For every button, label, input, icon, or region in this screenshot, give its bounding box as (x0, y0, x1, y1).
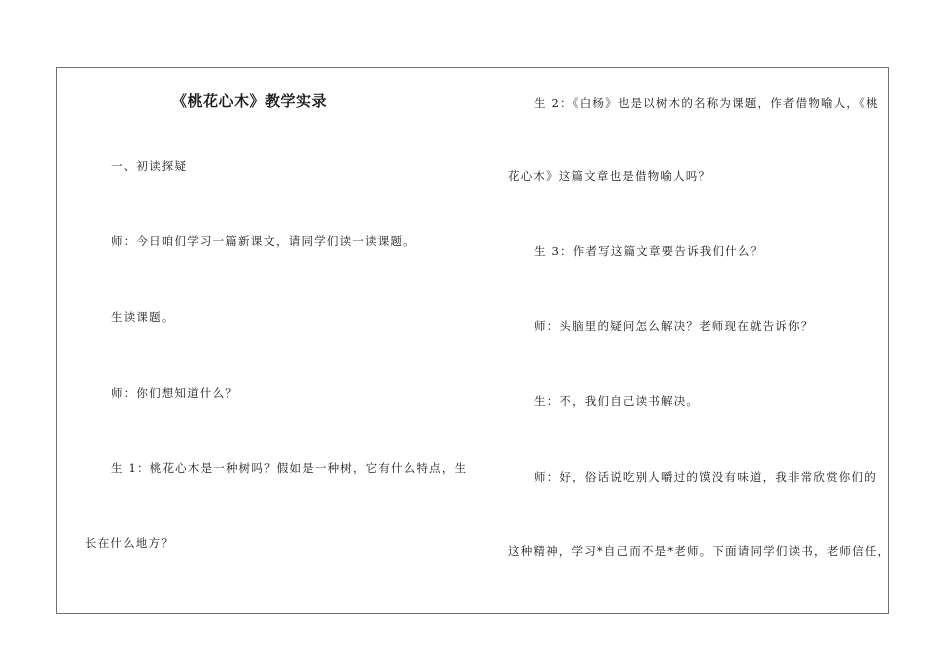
paragraph-line: 长在什么地方？ (85, 536, 174, 550)
paragraph-line: 花心木》这篇文章也是借物喻人吗？ (508, 169, 712, 183)
page-border (56, 67, 889, 614)
paragraph-line: 这种精神，学习*自己而不是*老师。下面请同学们读书，老师信任， (508, 544, 891, 558)
paragraph-line: 师：好，俗话说吃别人嚼过的馍没有味道，我非常欣赏你们的 (534, 470, 877, 484)
section-heading: 一、初读探疑 (111, 159, 188, 173)
paragraph-line: 生：不，我们自己读书解决。 (534, 394, 700, 408)
paragraph-line: 师：头脑里的疑问怎么解决？老师现在就告诉你？ (534, 319, 814, 333)
paragraph-line: 师：你们想知道什么？ (111, 386, 238, 400)
paragraph-line: 生 3：作者写这篇文章要告诉我们什么？ (534, 244, 764, 258)
paragraph-line: 生 2：《白杨》也是以树木的名称为课题，作者借物喻人，《桃 (534, 96, 879, 110)
paragraph-line: 生 1：桃花心木是一种树吗？假如是一种树，它有什么特点，生 (111, 461, 468, 475)
paragraph-line: 师：今日咱们学习一篇新课文，请同学们读一读课题。 (111, 234, 416, 248)
paragraph-line: 生读课题。 (111, 310, 175, 324)
document-title: 《桃花心木》教学实录 (172, 92, 328, 110)
